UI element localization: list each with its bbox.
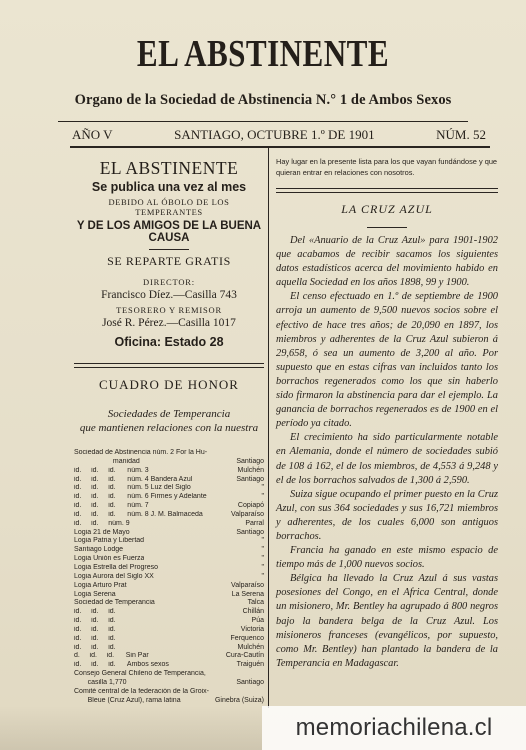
honor-row-city: Santiago [236, 528, 264, 536]
honor-row [74, 635, 264, 644]
honor-row-city: Traiguén [236, 661, 264, 669]
director-label: DIRECTOR: [143, 277, 195, 287]
honor-row-city [261, 688, 264, 697]
honor-row-name: Logia Aurora del Siglo XX [74, 572, 154, 580]
honor-row-name: id. id. id. núm. 6 Firmes y Adelante [74, 493, 207, 501]
honor-title: CUADRO DE HONOR [99, 377, 239, 392]
honor-row [74, 688, 264, 697]
honor-row-city: Ferquenco [230, 634, 264, 642]
dateline-top-rule [58, 121, 468, 122]
honor-row-name: id. id. id. [74, 617, 116, 625]
honor-list [74, 449, 264, 705]
honor-row [74, 484, 264, 493]
dateline-bottom-rule [70, 146, 490, 148]
page-fold-shadow [0, 706, 262, 750]
honor-row-city: " [261, 572, 264, 580]
article-paragraph: El crecimiento ha sido particularmente notable en Alemania, donde el número de sociedades subió de 108 á 162, el de los miembros, de 4,553 á 9,248 y el de los borrachos salvados de 1,300 á 2,590. [276, 432, 498, 486]
honor-row-name: casilla 1,770 [74, 678, 127, 686]
honor-row-name: Bleue (Cruz Azul), rama latina [74, 696, 181, 704]
honor-row-city: Valparaíso [231, 510, 264, 518]
honor-row-name: id. id. id. [74, 643, 116, 651]
honor-row-city: " [261, 546, 264, 554]
article-divider [367, 227, 407, 228]
honor-row-name: id. id. id. núm. 3 [74, 466, 149, 474]
honor-row-name: id. id. id. [74, 625, 116, 633]
honor-row-name: Santiago Lodge [74, 546, 124, 554]
honor-row-city: Parral [245, 519, 264, 527]
honor-row-name: id. id. id. [74, 634, 116, 642]
honor-row-name: id. id. id. núm. 4 Bandera Azul [74, 475, 193, 483]
honor-row-city: Santiago [236, 475, 264, 483]
honor-row [74, 573, 264, 582]
honor-row [74, 529, 264, 538]
honor-row-city: " [261, 563, 264, 571]
short-divider [149, 249, 189, 250]
honor-row [74, 617, 264, 626]
honor-row-name: id. id. id. núm. 5 Luz del Siglo [74, 484, 191, 492]
honor-row-name: manidad [74, 457, 140, 465]
article-paragraph: Del «Anuario de la Cruz Azul» para 1901-1902 que acabamos de recibir sacamos los siguientes datos estadísticos acerca del movimiento habido en aquella Sociedad en los años 1898, 99 y 1900. [276, 235, 498, 289]
left-column [74, 150, 264, 705]
article-paragraph: Suiza sigue ocupando el primer puesto en la Cruz Azul, con sus 364 sociedades y sus 16,721 miembros y adherentes, de los cuales 6,000 son antiguos borrachos. [276, 488, 498, 542]
honor-row [74, 546, 264, 555]
honor-row-name: Logia Serena [74, 590, 116, 598]
box-title: EL ABSTINENTE [99, 158, 239, 178]
treasurer-label: TESORERO Y REMISOR [116, 305, 222, 315]
friends-note: Y DE LOS AMIGOS DE LA BUENA CAUSA [76, 220, 262, 244]
free-distribution: SE REPARTE GRATIS [107, 254, 231, 268]
honor-row-city: Púa [251, 617, 264, 625]
honor-row-city: La Serena [231, 590, 264, 598]
honor-row-city: Ginebra (Suiza) [214, 696, 264, 704]
funding-note: DEBIDO AL ÓBOLO DE LOS TEMPERANTES [108, 197, 230, 217]
watermark-text: memoriachilena.cl [295, 714, 493, 741]
honor-subtitle-line-2: que mantienen relaciones con la nuestra [79, 422, 259, 434]
honor-row-city: " [261, 537, 264, 545]
honor-row-name: id. id. id. Ambos sexos [74, 661, 169, 669]
article-body [276, 234, 498, 671]
honor-row-city: Chillán [242, 608, 264, 616]
issue-number: NÚM. 52 [436, 127, 486, 142]
double-divider-right [276, 188, 498, 193]
column-separator [268, 148, 269, 708]
honor-row [74, 679, 264, 688]
honor-row-city [261, 670, 264, 679]
article-title: LA CRUZ AZUL [341, 202, 433, 216]
watermark-banner [262, 706, 526, 750]
honor-row [74, 626, 264, 635]
honor-row [74, 476, 264, 485]
honor-row [74, 537, 264, 546]
honor-row-city [261, 449, 264, 458]
honor-row-name: id. id. id. núm. 8 J. M. Balmaceda [74, 510, 203, 518]
honor-row [74, 652, 264, 661]
honor-row-city: Santiago [236, 457, 264, 465]
honor-row-name: Logia Unión es Fuerza [74, 555, 145, 563]
honor-row-city: Mulchén [237, 466, 264, 474]
honor-row-name: Sociedad de Abstinencia núm. 2 For la Hu- [74, 449, 208, 456]
honor-row-city: Copiapó [237, 502, 264, 510]
honor-row-city: Mulchén [237, 643, 264, 651]
honor-row-name: Logia Arturo Prat [74, 581, 127, 589]
publication-frequency: Se publica una vez al mes [91, 180, 247, 194]
dateline [72, 127, 486, 143]
issue-place-date: SANTIAGO, OCTUBRE 1.º DE 1901 [174, 127, 375, 142]
masthead-title: EL ABSTINENTE [136, 33, 390, 75]
honor-row-name: id. id. id. núm. 7 [74, 502, 149, 510]
honor-row-name: Comité central de la federación de la Groix- [74, 687, 210, 695]
honor-row [74, 511, 264, 520]
treasurer-name: José R. Pérez.—Casilla 1017 [102, 317, 236, 329]
honor-row [74, 449, 264, 458]
honor-row [74, 493, 264, 502]
honor-row-name: Consejo General Chileno de Temperancia, [74, 670, 206, 678]
honor-row-name: Logia Estrella del Progreso [74, 563, 159, 571]
honor-row [74, 670, 264, 679]
double-divider [74, 363, 264, 368]
honor-row-name: id. id. núm. 9 [74, 519, 130, 527]
list-note: Hay lugar en la presente lista para los que vayan fundándose y que quieran entrar en relaciones con nosotros. [276, 157, 498, 177]
honor-row-name: Sociedad de Temperancia [74, 599, 155, 607]
honor-row [74, 458, 264, 467]
honor-subtitle-line-1: Sociedades de Temperancia [107, 408, 231, 420]
honor-row-name: d. id. id. Sin Par [74, 652, 149, 660]
honor-row [74, 502, 264, 511]
honor-row-city: Santiago [236, 678, 264, 686]
honor-row [74, 467, 264, 476]
honor-row [74, 591, 264, 600]
article-paragraph: Bélgica ha llevado la Cruz Azul á sus vastas posesiones del Congo, en el Africa Central, donde un misionero, Mr. Bentley ha agrupado á 800 negros bajo la bandera belga de la Cruz Azul. Los misioneros franceses (evangélicos, por supuesto, como Mr. Bentley) han plantado la bandera de la Temperancia en Madagascar. [276, 573, 498, 669]
honor-row [74, 520, 264, 529]
right-column [276, 150, 498, 671]
honor-row [74, 582, 264, 591]
honor-subtitle [74, 407, 264, 435]
honor-row-name: id. id. id. [74, 608, 116, 616]
article-paragraph: El censo efectuado en 1.º de septiembre de 1900 arroja un aumento de 9,500 nuevos socios sobre el efectivo de hace tres años; de 20,090 en 1897, los miembros y adherentes de la Cruz Azul subieron á 29,658, ó sea un aumento de 3,200 al año. Por supuesto que en estas cifras van incluidos tanto los borrachos regenerados como los que sin haberlo sido firmaron la abstinencia para dar el ejemplo. La ganancia de borrachos regenerados es de 1900 en el período ya citado. [276, 291, 498, 430]
honor-row-city: Valparaíso [231, 581, 264, 589]
honor-row-city: Victoria [240, 625, 264, 633]
honor-row-city: Talca [247, 599, 264, 607]
office-address: Oficina: Estado 28 [114, 335, 224, 349]
issue-year: AÑO V [72, 127, 113, 142]
honor-row-name: Logia 21 de Mayo [74, 528, 130, 536]
honor-row-city: Cura-Cautín [225, 652, 264, 660]
masthead-subtitle: Organo de la Sociedad de Abstinencia N.° 1 de Ambos Sexos [74, 92, 452, 108]
honor-row [74, 599, 264, 608]
article-paragraph: Francia ha ganado en este mismo espacio de tiempo más de 1,000 nuevos socios. [276, 545, 498, 571]
honor-row [74, 564, 264, 573]
honor-row [74, 697, 264, 706]
honor-row [74, 608, 264, 617]
honor-row [74, 661, 264, 670]
honor-row-city: " [261, 555, 264, 563]
director-name: Francisco Díez.—Casilla 743 [101, 289, 237, 301]
honor-row-city: " [261, 493, 264, 501]
honor-row-city: " [261, 484, 264, 492]
honor-row-name: Logia Patria y Libertad [74, 537, 145, 545]
honor-row [74, 644, 264, 653]
honor-row [74, 555, 264, 564]
